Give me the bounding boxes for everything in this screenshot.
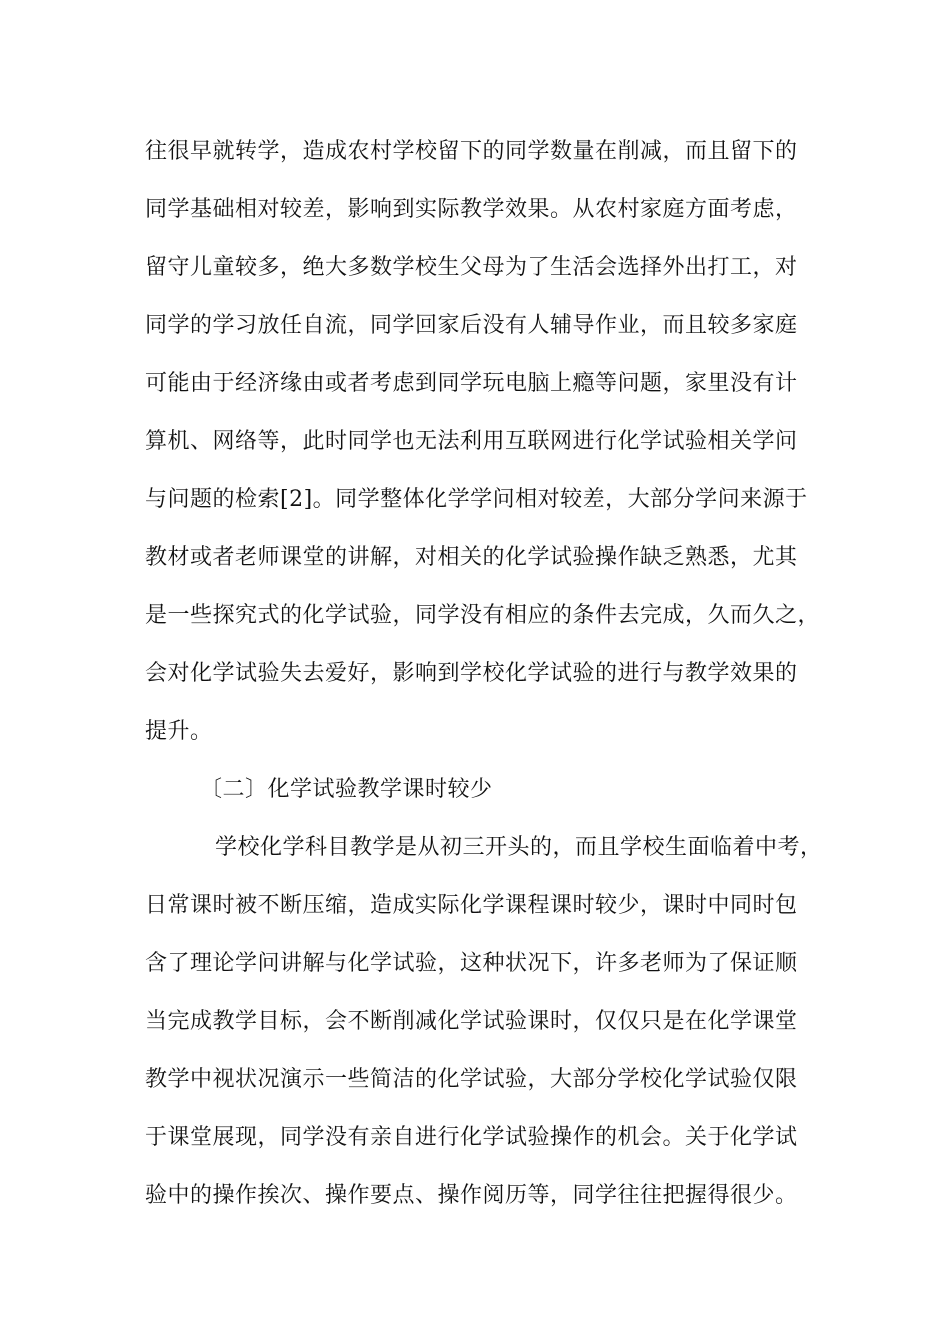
text-line: 提升。	[145, 719, 213, 744]
text-line: 是一些探究式的化学试验，同学没有相应的条件去完成，久而久之，	[145, 603, 821, 628]
text-line: 同学基础相对较差，影响到实际教学效果。从农村家庭方面考虑，	[145, 197, 798, 222]
text-line: 往很早就转学，造成农村学校留下的同学数量在削减，而且留下的	[145, 139, 798, 164]
text-line: 同学的学习放任自流，同学回家后没有人辅导作业，而且较多家庭	[145, 313, 798, 338]
text-line: 日常课时被不断压缩，造成实际化学课程课时较少，课时中同时包	[145, 893, 798, 918]
text-line: 教材或者老师课堂的讲解，对相关的化学试验操作缺乏熟悉，尤其	[145, 545, 798, 570]
text-line: 含了理论学问讲解与化学试验，这种状况下，许多老师为了保证顺	[145, 951, 798, 976]
text-line: 留守儿童较多，绝大多数学校生父母为了生活会选择外出打工，对	[145, 255, 798, 280]
section-heading: 〔二〕化学试验教学课时较少	[200, 777, 493, 802]
text-line: 验中的操作挨次、操作要点、操作阅历等，同学往往把握得很少。	[145, 1183, 798, 1208]
text-line: 会对化学试验失去爱好，影响到学校化学试验的进行与教学效果的	[145, 661, 798, 686]
text-line: 教学中视状况演示一些简洁的化学试验，大部分学校化学试验仅限	[145, 1067, 798, 1092]
text-line: 与问题的检索[2]。同学整体化学学问相对较差，大部分学问来源于	[145, 487, 808, 512]
text-line: 当完成教学目标，会不断削减化学试验课时，仅仅只是在化学课堂	[145, 1009, 798, 1034]
text-line: 学校化学科目教学是从初三开头的，而且学校生面临着中考，	[215, 835, 823, 860]
text-line: 算机、网络等，此时同学也无法利用互联网进行化学试验相关学问	[145, 429, 798, 454]
text-line: 可能由于经济缘由或者考虑到同学玩电脑上瘾等问题，家里没有计	[145, 371, 798, 396]
text-line: 于课堂展现，同学没有亲自进行化学试验操作的机会。关于化学试	[145, 1125, 798, 1150]
